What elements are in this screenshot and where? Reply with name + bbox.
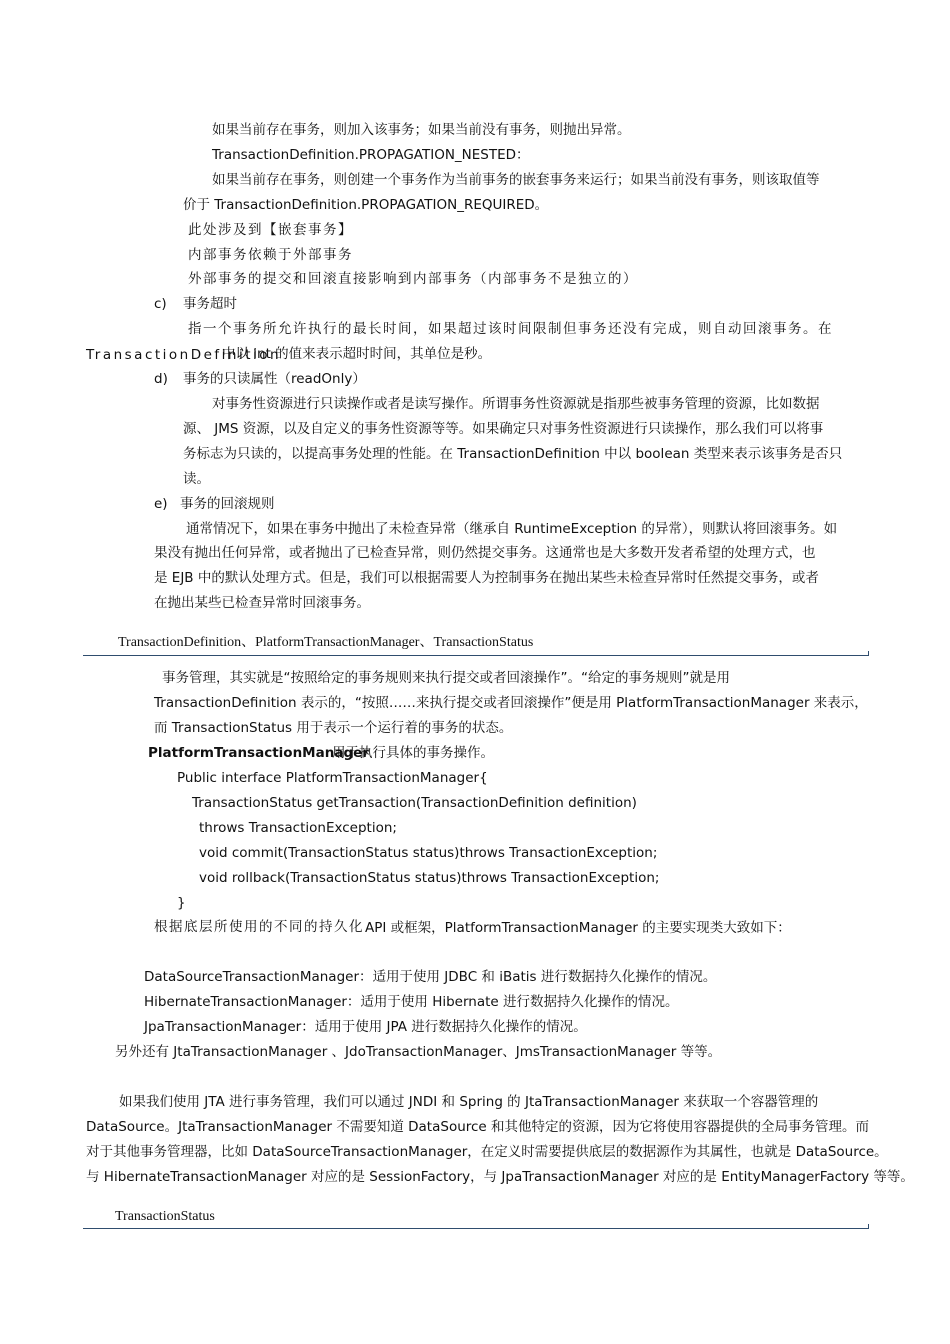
section-divider [83,655,869,656]
list-marker: d) [154,371,168,387]
text-line: TransactionDefinition 表示的，“按照……来执行提交或者回滚操作”便是用 PlatformTransactionManager 来表示， [154,695,868,711]
bold-term: PlatformTransactionManager [148,745,369,761]
text-line: 对于其他事务管理器，比如 DataSourceTransactionManager，在定义时需要提供底层的数据源作为其属性，也就是 DataSource。 [86,1144,888,1160]
section-divider-tick [868,651,869,656]
text-line: 外部事务的提交和回滚直接影响到内部事务（内部事务不是独立的） [188,271,638,287]
text-line: 是 EJB 中的默认处理方式。但是，我们可以根据需要人为控制事务在抛出某些未检查异常时任然提交事务，或者 [154,570,819,586]
section-divider [83,1228,869,1229]
text-line: 果没有抛出任何异常，或者抛出了已检查异常，则仍然提交事务。这通常也是大多数开发者希望的处理方式，也 [154,545,816,561]
text-line: 与 HibernateTransactionManager 对应的是 SessionFactory，与 JpaTransactionManager 对应的是 EntityManagerFactory 等等。 [86,1169,914,1185]
text-line: 而 TransactionStatus 用于表示一个运行着的事务的状态。 [154,720,513,736]
text-line: 如果当前存在事务，则加入该事务；如果当前没有事务，则抛出异常。 [212,122,631,138]
text-line: 在抛出某些已检查异常时回滚事务。 [154,595,370,611]
code-line: } [177,895,186,911]
text-line: 务标志为只读的，以提高事务处理的性能。在 TransactionDefinition 中以 boolean 类型来表示该事务是否只 [183,446,843,462]
text-line: 价于 TransactionDefinition.PROPAGATION_REQUIRED。 [183,197,549,213]
text-line: 事务管理，其实就是“按照给定的事务规则来执行提交或者回滚操作”。“给定的事务规则”就是用 [162,670,730,686]
list-marker: e) [154,496,168,512]
text-line: 根据底层所使用的不同的持久化 [154,919,364,935]
code-line: void commit(TransactionStatus status)throws TransactionException; [199,845,658,861]
text-line: 此处涉及到【嵌套事务】 [188,222,353,238]
code-line: void rollback(TransactionStatus status)throws TransactionException; [199,870,660,886]
list-marker: c) [154,296,167,312]
text-line: 另外还有 JtaTransactionManager 、JdoTransactionManager、JmsTransactionManager 等等。 [115,1044,722,1060]
text-line: 内部事务依赖于外部事务 [188,247,353,263]
text-line: 指一个事务所允许执行的最长时间，如果超过该时间限制但事务还没有完成，则自动回滚事务。在 [188,321,833,337]
section-heading: 事务的回滚规则 [180,496,275,512]
section-heading: 事务的只读属性（readOnly） [183,371,366,387]
code-line: Public interface PlatformTransactionManager{ [177,770,488,786]
text-line: 如果我们使用 JTA 进行事务管理，我们可以通过 JNDI 和 Spring 的 JtaTransactionManager 来获取一个容器管理的 [119,1094,819,1110]
text-line: TransactionDefinition [86,347,282,363]
text-line: API 或框架，PlatformTransactionManager 的主要实现类大致如下： [365,920,791,936]
section-divider-tick [868,1224,869,1229]
list-item: HibernateTransactionManager：适用于使用 Hibernate 进行数据持久化操作的情况。 [144,994,679,1010]
section-title: TransactionDefinition、PlatformTransactionManager、TransactionStatus [118,635,534,650]
text-line: 源、 JMS 资源，以及自定义的事务性资源等等。如果确定只对事务性资源进行只读操作，那么我们可以将事 [183,421,824,437]
text-line: 如果当前存在事务，则创建一个事务作为当前事务的嵌套事务来运行；如果当前没有事务，则该取值等 [212,172,820,188]
text-line: 对事务性资源进行只读操作或者是读写操作。所谓事务性资源就是指那些被事务管理的资源，比如数据 [212,396,820,412]
text-line: 用于执行具体的事务操作。 [332,745,494,761]
section-title: TransactionStatus [115,1209,215,1224]
list-item: DataSourceTransactionManager：适用于使用 JDBC 和 iBatis 进行数据持久化操作的情况。 [144,969,717,985]
section-heading: 事务超时 [183,296,237,312]
text-line: DataSource。JtaTransactionManager 不需要知道 DataSource 和其他特定的资源，因为它将使用容器提供的全局事务管理。而 [86,1119,870,1135]
code-line: TransactionStatus getTransaction(TransactionDefinition definition) [192,795,637,811]
text-line: 读。 [183,471,210,487]
text-line: 通常情况下，如果在事务中抛出了未检查异常（继承自 RuntimeException 的异常），则默认将回滚事务。如 [186,521,838,537]
code-line: throws TransactionException; [199,820,397,836]
list-item: JpaTransactionManager：适用于使用 JPA 进行数据持久化操作的情况。 [144,1019,587,1035]
text-line: TransactionDefinition.PROPAGATION_NESTED： [212,147,530,163]
text-line: 中以 int 的值来表示超时时间，其单位是秒。 [222,346,492,362]
